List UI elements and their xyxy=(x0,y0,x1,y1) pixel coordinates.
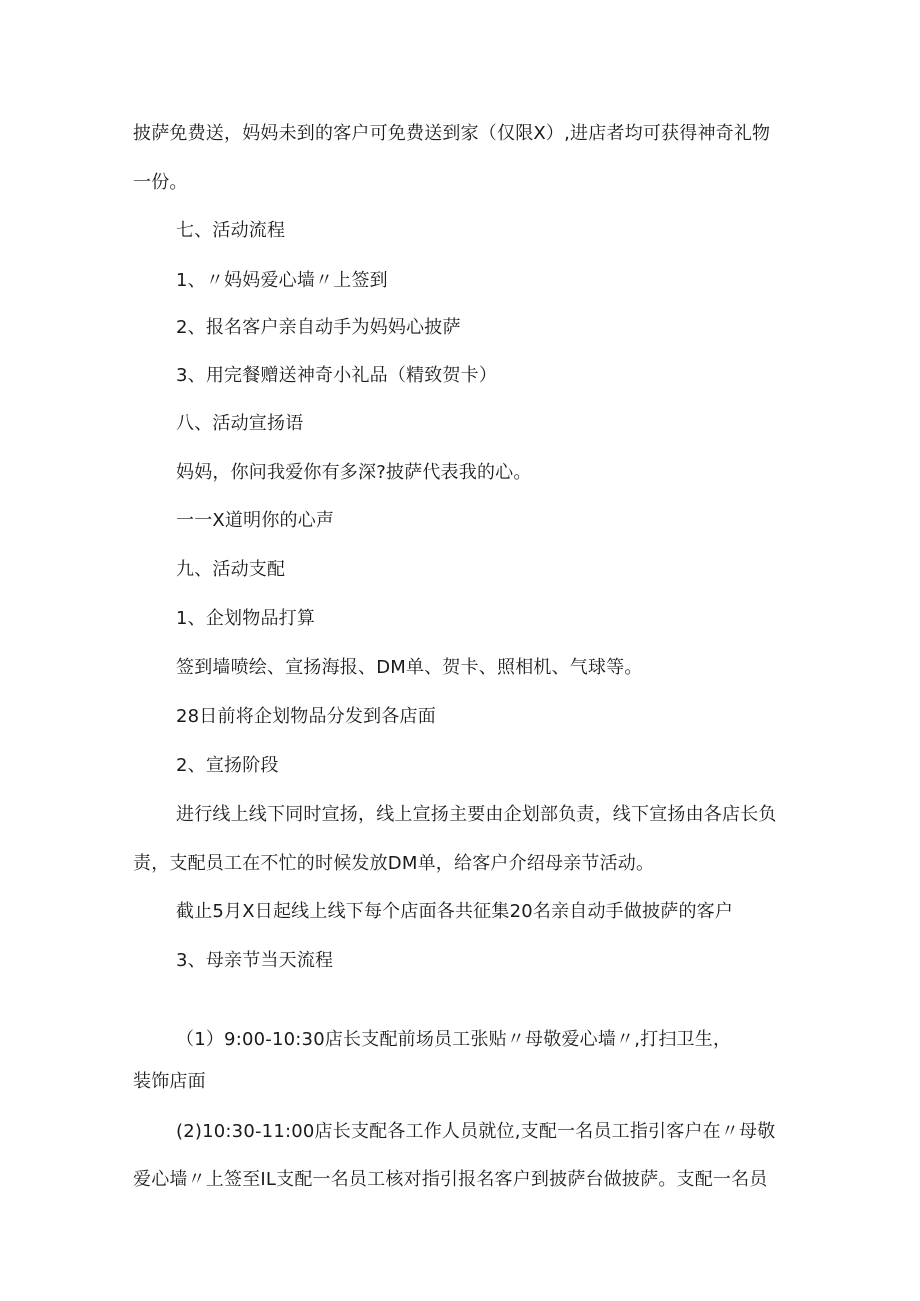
list-item: 3、母亲节当天流程 xyxy=(176,950,334,971)
text-line: 一份。 xyxy=(133,172,188,193)
list-item: 1、〃妈妈爱心墙〃上签到 xyxy=(176,270,388,291)
text-line: 责，支配员工在不忙的时候发放DM单，给客户介绍母亲节活动。 xyxy=(133,853,655,874)
text-line: (2)10:30-11:00店长支配各工作人员就位,支配一名员工指引客户在〃母敬 xyxy=(176,1121,776,1142)
section-heading: 九、活动支配 xyxy=(176,559,286,580)
text-line: 爱心墙〃上签至IL支配一名员工核对指引报名客户到披萨台做披萨。支配一名员 xyxy=(133,1169,768,1190)
text-line: （1）9:00-10:30店长支配前场员工张贴〃母敬爱心墙〃,打扫卫生， xyxy=(176,1029,732,1050)
text-line: 28日前将企划物品分发到各店面 xyxy=(176,706,436,727)
list-item: 2、报名客户亲自动手为妈妈心披萨 xyxy=(176,317,461,338)
text-line: 签到墙喷绘、宣扬海报、DM单、贺卡、照相机、气球等。 xyxy=(176,657,643,678)
list-item: 2、宣扬阶段 xyxy=(176,755,279,776)
section-heading: 八、活动宣扬语 xyxy=(176,413,304,434)
text-line: 装饰店面 xyxy=(133,1071,206,1092)
text-line: 截止5月X日起线上线下每个店面各共征集20名亲自动手做披萨的客户 xyxy=(176,901,734,922)
text-line: 披萨免费送，妈妈未到的客户可免费送到家（仅限X）,进店者均可获得神奇礼物 xyxy=(133,123,771,144)
list-item: 3、用完餐赠送神奇小礼品（精致贺卡） xyxy=(176,365,498,386)
section-heading: 七、活动流程 xyxy=(176,220,286,241)
text-line: 一一X道明你的心声 xyxy=(176,510,335,531)
list-item: 1、企划物品打算 xyxy=(176,608,316,629)
text-line: 妈妈，你问我爱你有多深?披萨代表我的心。 xyxy=(176,462,532,483)
text-line: 进行线上线下同时宣扬，线上宣扬主要由企划部负责，线下宣扬由各店长负 xyxy=(176,804,777,825)
